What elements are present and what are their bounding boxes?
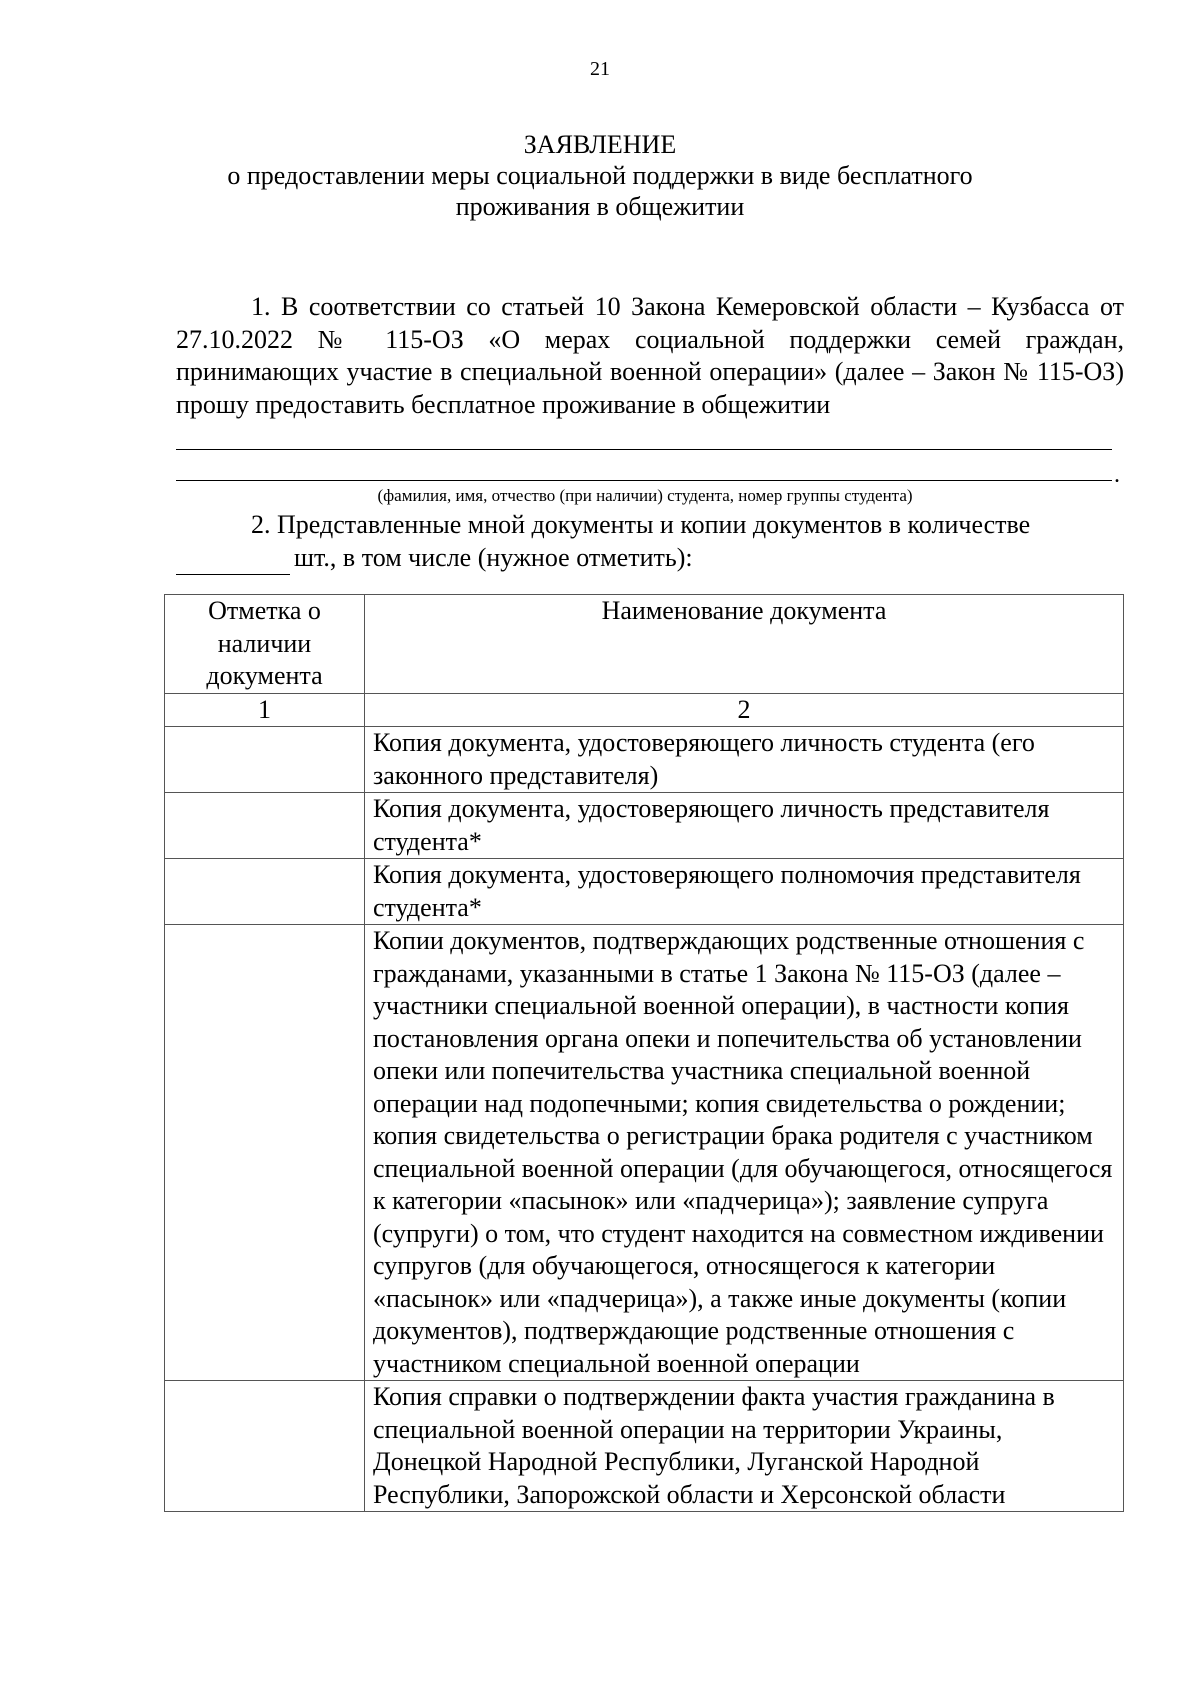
document-name-cell: Копия документа, удостоверяющего личность студента (его законного представителя) bbox=[365, 727, 1124, 793]
table-column-numbers-row bbox=[165, 693, 1124, 727]
mark-cell[interactable] bbox=[165, 859, 365, 925]
mark-cell[interactable] bbox=[165, 1381, 365, 1512]
fill-hint: (фамилия, имя, отчество (при наличии) студента, номер группы студента) bbox=[377, 486, 913, 505]
table-row bbox=[165, 859, 1124, 925]
page-number: 21 bbox=[590, 58, 610, 80]
paragraph-1: 1. В соответствии со статьей 10 Закона Кемеровской области – Кузбасса от 27.10.2022 № 115-ОЗ «О мерах социальной поддержки семей граждан, принимающих участие в специальной военной операции» (далее – Закон № 115-ОЗ) прошу предоставить бесплатное проживание в общежитии bbox=[176, 292, 1124, 419]
mark-cell[interactable] bbox=[165, 925, 365, 1381]
document-title: ЗАЯВЛЕНИЕ bbox=[523, 130, 677, 159]
table-row bbox=[165, 925, 1124, 1381]
documents-table bbox=[164, 594, 1124, 1512]
document-count-blank[interactable] bbox=[176, 548, 290, 575]
header-mark: Отметка о наличии документа bbox=[165, 595, 365, 694]
table-header-row bbox=[165, 595, 1124, 694]
mark-cell[interactable] bbox=[165, 727, 365, 793]
paragraph-2-continuation bbox=[176, 542, 693, 575]
header-document-name: Наименование документа bbox=[365, 595, 1124, 694]
document-name-cell: Копии документов, подтверждающих родственные отношения с гражданами, указанными в статье 1 Закона № 115-ОЗ (далее – участники специальной военной операции), в частности копия постановления органа опеки и попечительства об установлении опеки или попечительства участника специальной военной операции над подопечными; копия свидетельства о рождении; копия свидетельства о регистрации брака родителя с участником специальной военной операции (для обучающегося, относящегося к категории «пасынок» или «падчерица»); заявление супруга (супруги) о том, что студент находится на совместном иждивении супругов (для обучающегося, относящегося к категории «пасынок» или «падчерица»), а также иные документы (копии документов), подтверждающие родственные отношения с участником специальной военной операции bbox=[365, 925, 1124, 1381]
mark-cell[interactable] bbox=[165, 793, 365, 859]
table-row bbox=[165, 793, 1124, 859]
document-name-cell: Копия документа, удостоверяющего личность представителя студента* bbox=[365, 793, 1124, 859]
column-number-2: 2 bbox=[365, 693, 1124, 727]
document-subtitle: о предоставлении меры социальной поддержки в виде бесплатного проживания в общежитии bbox=[227, 161, 973, 221]
document-name-cell: Копия справки о подтверждении факта участия гражданина в специальной военной операции на территории Украины, Донецкой Народной Республики, Луганской Народной Республики, Запорожской области и Херсонской области bbox=[365, 1381, 1124, 1512]
table-row bbox=[165, 727, 1124, 793]
fill-line-2[interactable] bbox=[176, 480, 1112, 481]
paragraph-2: 2. Представленные мной документы и копии документов в количестве bbox=[251, 510, 1031, 539]
paragraph-2-cont-text: шт., в том числе (нужное отметить): bbox=[294, 543, 693, 572]
table-row bbox=[165, 1381, 1124, 1512]
fill-line-1[interactable] bbox=[176, 449, 1112, 450]
fill-line-end: . bbox=[1114, 462, 1120, 488]
column-number-1: 1 bbox=[165, 693, 365, 727]
document-name-cell: Копия документа, удостоверяющего полномочия представителя студента* bbox=[365, 859, 1124, 925]
